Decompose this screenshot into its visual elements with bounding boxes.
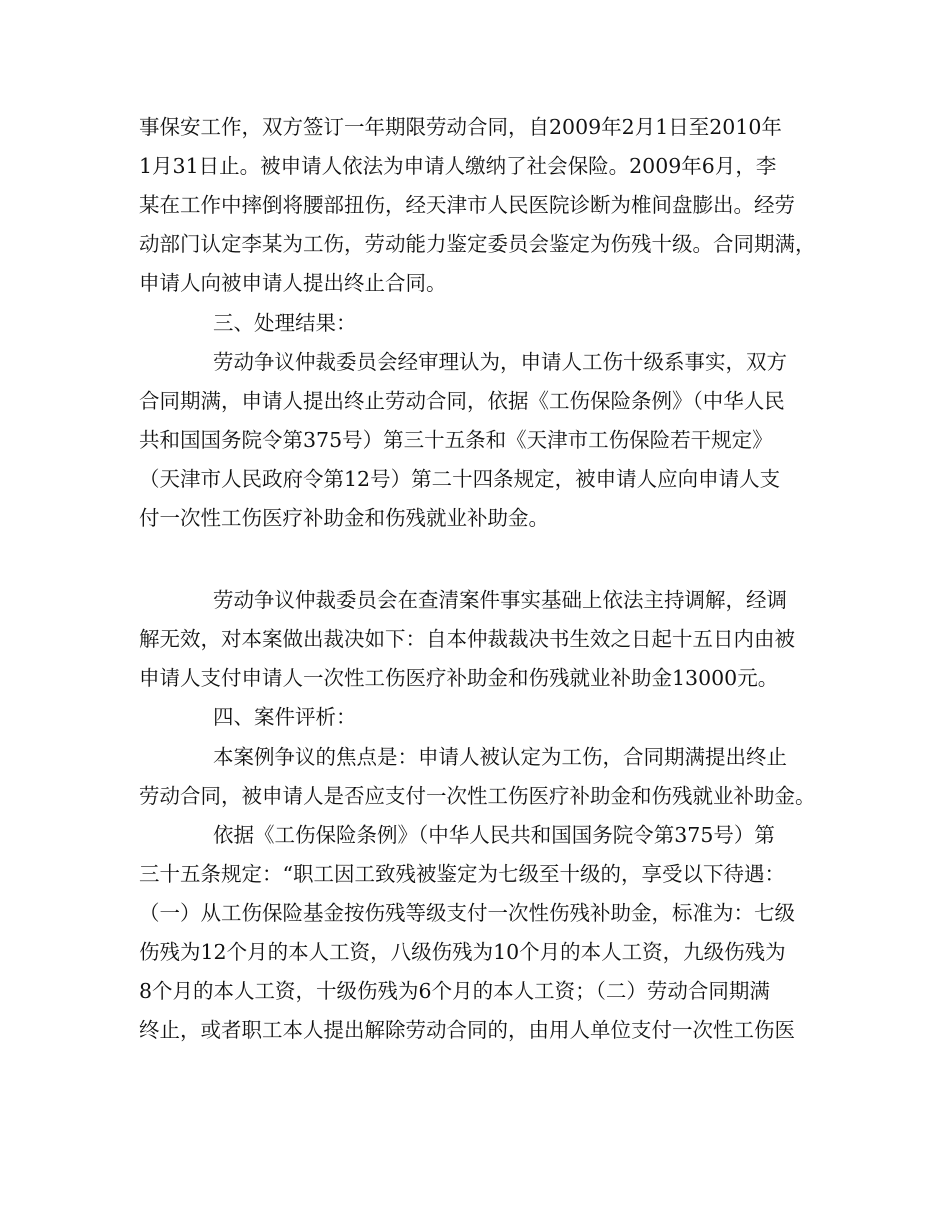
text-line [0, 739, 950, 775]
text-line [0, 895, 950, 931]
section-heading-text: 三、处理结果： [213, 311, 357, 335]
text-line-content: 劳动争议仲裁委员会在查清案件事实基础上依法主持调解，经调 [213, 588, 787, 612]
text-line [0, 973, 950, 1009]
section-heading [0, 305, 950, 341]
text-line [0, 1012, 950, 1048]
text-line-content: 事保安工作，双方签订一年期限劳动合同，自2009年2月1日至2010年 [139, 115, 782, 139]
text-line [0, 817, 950, 853]
text-line-content: 合同期满，申请人提出终止劳动合同，依据《工伤保险条例》（中华人民 [139, 389, 785, 413]
text-line-content: 某在工作中摔倒将腰部扭伤，经天津市人民医院诊断为椎间盘膨出。经劳 [139, 193, 795, 217]
text-line [0, 621, 950, 657]
text-line [0, 422, 950, 458]
text-line [0, 148, 950, 184]
text-line [0, 461, 950, 497]
text-line [0, 109, 950, 145]
text-line-content: 依据《工伤保险条例》（中华人民共和国国务院令第375号）第 [213, 823, 775, 847]
text-line [0, 934, 950, 970]
text-line-content: 三十五条规定：“职工因工致残被鉴定为七级至十级的，享受以下待遇： [139, 862, 785, 886]
text-line [0, 344, 950, 380]
text-line [0, 265, 950, 301]
section-heading [0, 699, 950, 735]
text-line [0, 778, 950, 814]
text-line [0, 383, 950, 419]
text-line [0, 187, 950, 223]
text-line-content: 劳动合同，被申请人是否应支付一次性工伤医疗补助金和伤残就业补助金。 [139, 784, 816, 808]
text-line-content: 付一次性工伤医疗补助金和伤残就业补助金。 [139, 506, 549, 530]
text-line-content: 解无效，对本案做出裁决如下：自本仲裁裁决书生效之日起十五日内由被 [139, 627, 795, 651]
text-line [0, 500, 950, 536]
text-line-content: 动部门认定李某为工伤，劳动能力鉴定委员会鉴定为伤残十级。合同期满， [139, 232, 816, 256]
text-line-content: 共和国国务院令第375号）第三十五条和《天津市工伤保险若干规定》 [139, 428, 773, 452]
text-line-content: 劳动争议仲裁委员会经审理认为，申请人工伤十级系事实，双方 [213, 350, 787, 374]
section-heading-text: 四、案件评析： [213, 705, 357, 729]
text-line [0, 856, 950, 892]
text-line-content: （天津市人民政府令第12号）第二十四条规定，被申请人应向申请人支 [139, 467, 781, 491]
text-line-content: 申请人支付申请人一次性工伤医疗补助金和伤残就业补助金13000元。 [139, 666, 779, 690]
text-line-content: 申请人向被申请人提出终止合同。 [139, 271, 447, 295]
text-line-content: 伤残为12个月的本人工资，八级伤残为10个月的本人工资，九级伤残为 [139, 940, 786, 964]
text-line-content: 8个月的本人工资，十级伤残为6个月的本人工资；（二）劳动合同期满 [139, 979, 770, 1003]
text-line-content: 终止，或者职工本人提出解除劳动合同的，由用人单位支付一次性工伤医 [139, 1018, 795, 1042]
text-line-content: 1月31日止。被申请人依法为申请人缴纳了社会保险。2009年6月，李 [139, 154, 777, 178]
text-line [0, 660, 950, 696]
text-line [0, 582, 950, 618]
text-line [0, 226, 950, 262]
text-line-content: 本案例争议的焦点是：申请人被认定为工伤，合同期满提出终止 [213, 745, 787, 769]
text-line-content: （一）从工伤保险基金按伤残等级支付一次性伤残补助金，标准为：七级 [139, 901, 795, 925]
